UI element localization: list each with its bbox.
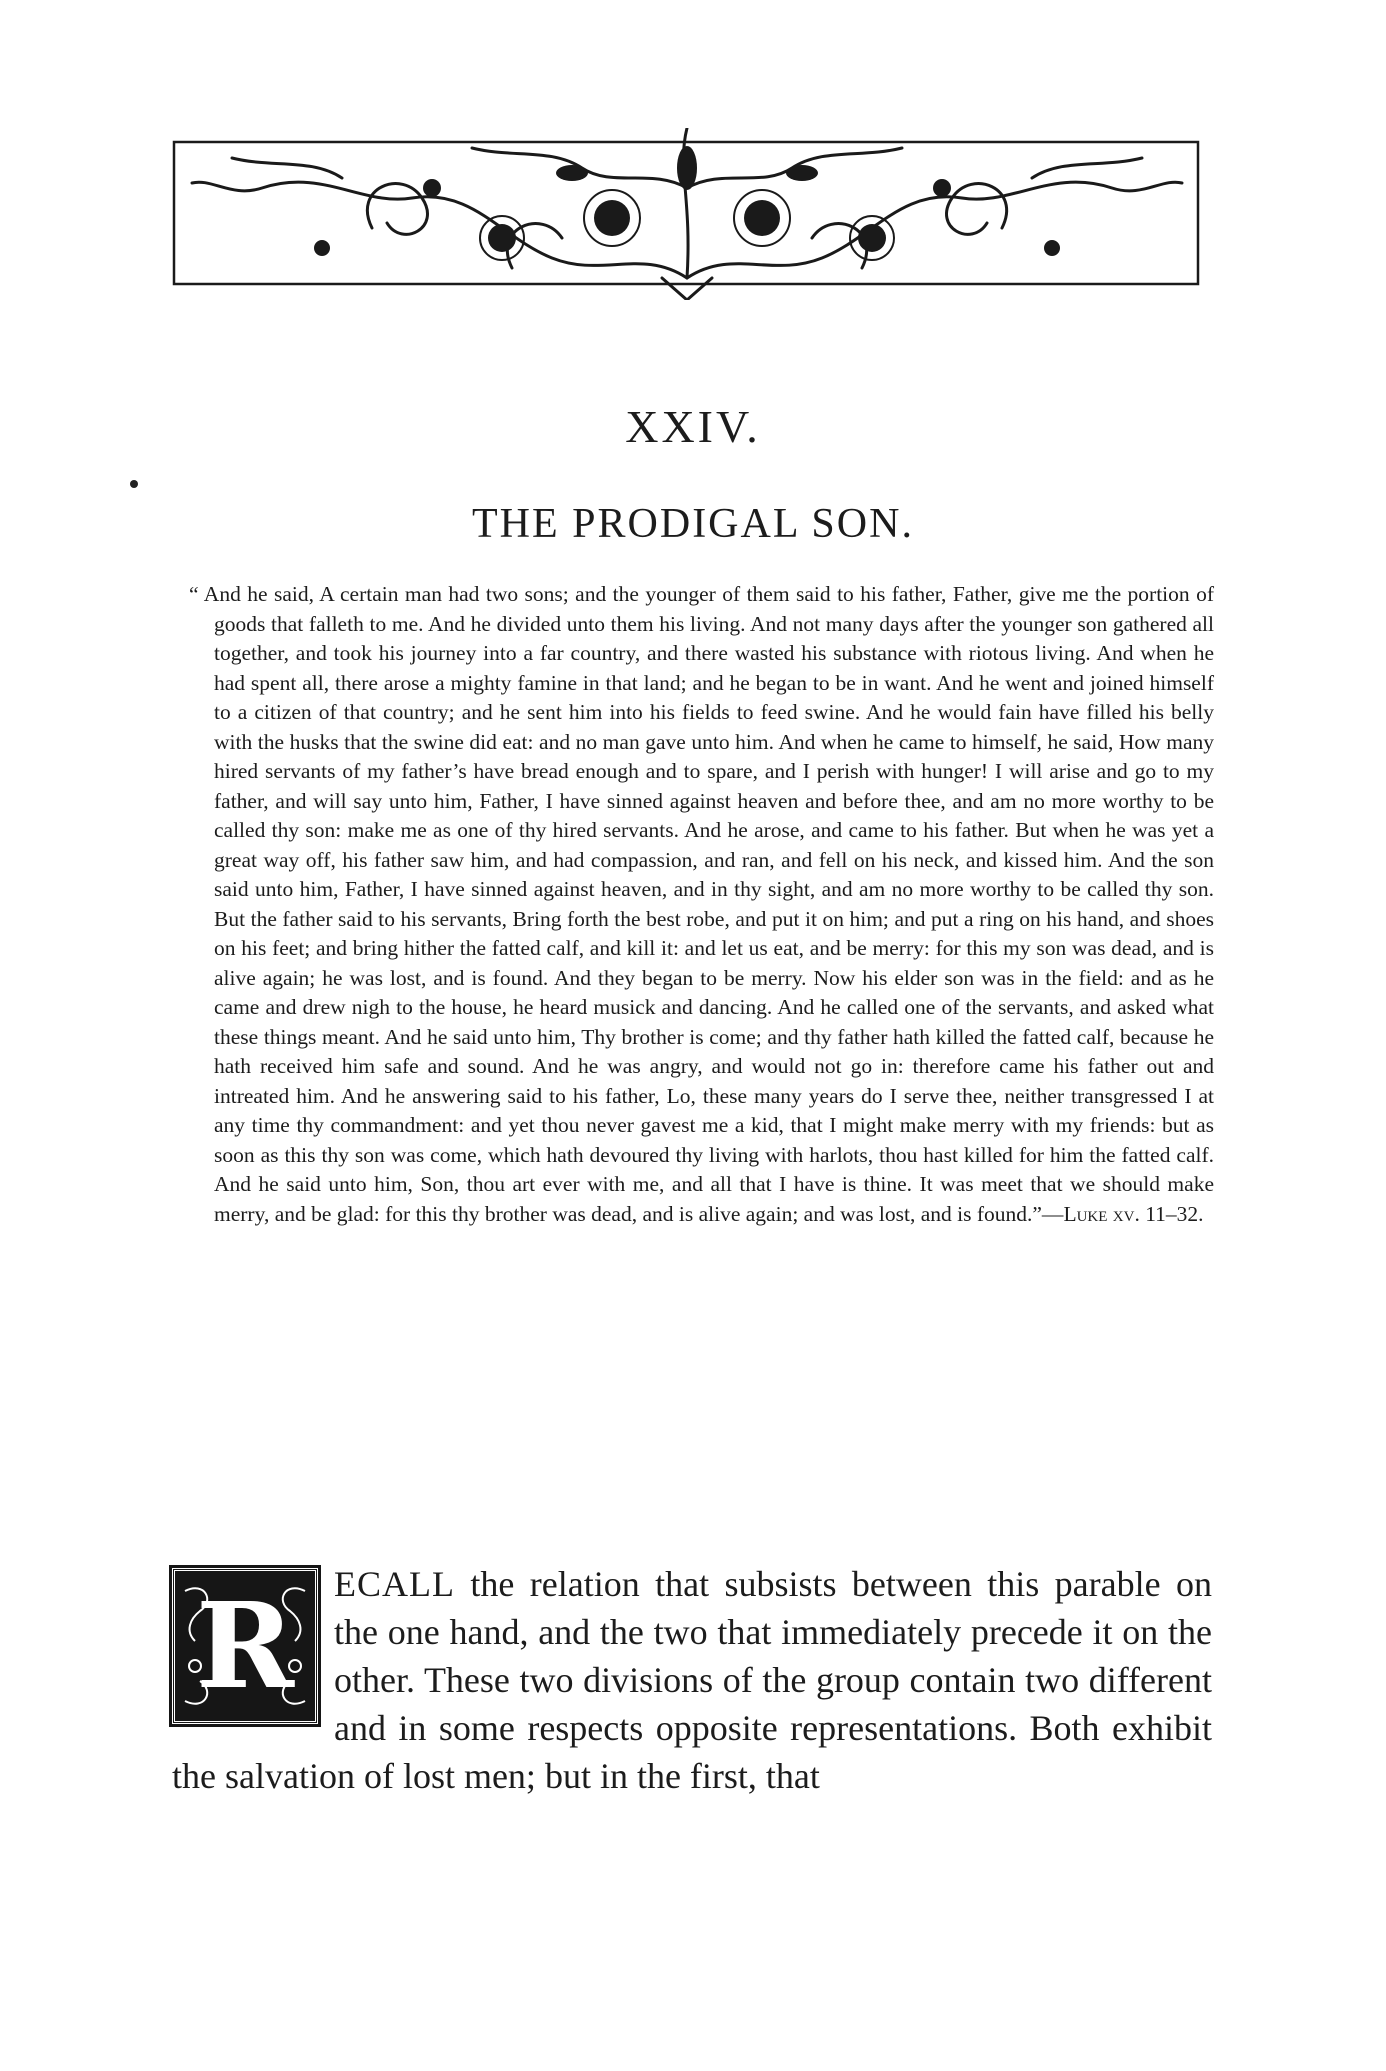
body-text: the relation that subsists between this parable on the one hand, and the two that immediately precede it on the other. These two divisions of the group contain two different and in some respects opposite representations. Both exhibit the salvation of lost men; but in the first, that	[172, 1564, 1212, 1796]
ornamental-headpiece	[172, 128, 1202, 300]
chapter-number: XXIV.	[625, 401, 761, 452]
dropcap-letter: R	[195, 1576, 295, 1715]
dropcap	[172, 1568, 318, 1724]
scripture-reference: Luke xv. 11–32.	[1063, 1201, 1204, 1226]
ornamental-foliage-headpiece-icon	[172, 128, 1202, 300]
scripture-text: “ And he said, A certain man had two sons; and the younger of them said to his father, Father, give me the portion of goods that falleth to me. And he divided unto them his living. And not many days after the younger son gathered all together, and took his journey into a far country, and there wasted his substance with riotous living. And when he had spent all, there arose a mighty famine in that land; and he began to be in want. And he went and joined himself to a citizen of that country; and he sent him into his fields to feed swine. And he would fain have filled his belly with the husks that the swine did eat: and no man gave unto him. And when he came to himself, he said, How many hired servants of my father’s have bread enough and to spare, and I perish with hunger! I will arise and go to my father, and will say unto him, Father, I have sinned against heaven and before thee, and am no more worthy to be called thy son: make me as one of thy hired servants. And he arose, and came to his father. But when he was yet a great way off, his father saw him, and had compassion, and ran, and fell on his neck, and kissed him. And the son said unto him, Father, I have sinned against heaven, and in thy sight, and am no more worthy to be called thy son. But the father said to his servants, Bring forth the best robe, and put it on him; and put a ring on his hand, and shoes on his feet; and bring hither the fatted calf, and kill it: and let us eat, and be merry: for this my son was dead, and is alive again; he was lost, and is found. And they began to be merry. Now his elder son was in the field: and as he came and drew nigh to the house, he heard musick and dancing. And he called one of the servants, and asked what these things meant. And he said unto him, Thy brother is come; and thy father hath killed the fatted calf, because he hath received him safe and sound. And he was angry, and would not go in: therefore came his father out and intreated him. And he answering said to his father, Lo, these many years do I serve thee, neither transgressed I at any time thy commandment: and yet thou never gavest me a kid, that I might make merry with my friends: but as soon as this thy son was come, which hath devoured thy living with harlots, thou hast killed for him the fatted calf. And he said unto him, Son, thou art ever with me, and all that I have is thine. It was meet that we should make merry, and be glad: for this thy brother was dead, and is alive again; and was lost, and is found.”—	[189, 582, 1214, 1226]
chapter-title: THE PRODIGAL SON.	[472, 501, 914, 547]
lead-word: ECALL	[334, 1564, 455, 1604]
scripture-passage	[189, 580, 1214, 1229]
body-paragraph	[172, 1560, 1212, 1800]
margin-mark	[130, 480, 138, 488]
